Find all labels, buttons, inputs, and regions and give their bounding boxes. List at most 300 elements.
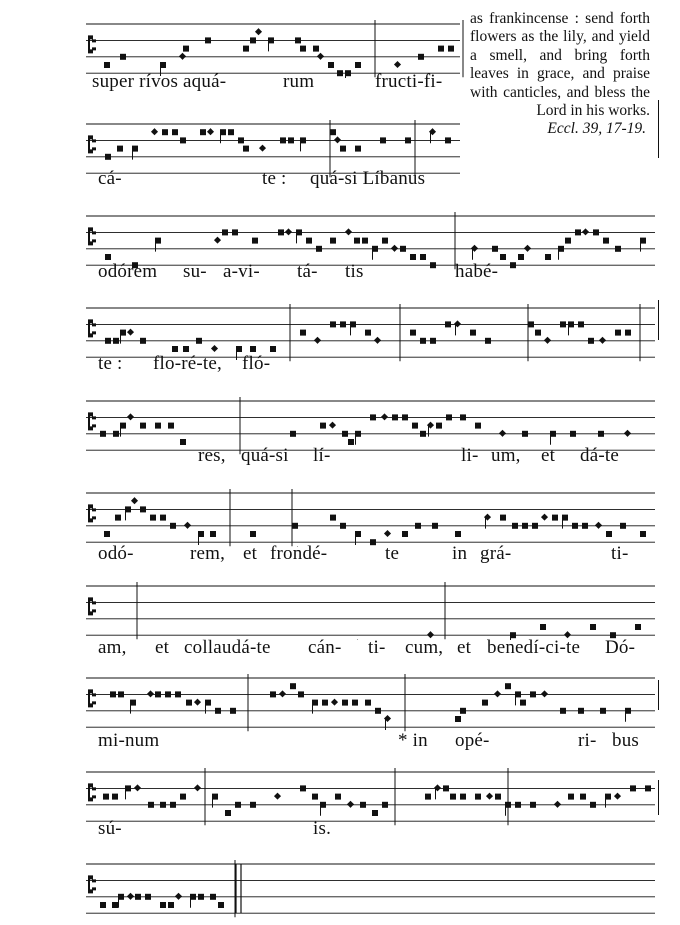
punctum-neume xyxy=(382,802,388,808)
punctum-neume xyxy=(405,137,411,143)
punctum-neume xyxy=(288,137,294,143)
punctum-neume xyxy=(170,802,176,808)
punctum-neume xyxy=(290,431,296,437)
lyric-syllable: lí- xyxy=(313,445,331,466)
punctum-neume xyxy=(250,531,256,537)
right-edge-rule xyxy=(658,680,659,710)
rhombus-neume xyxy=(314,337,321,344)
punctum-neume xyxy=(110,691,116,697)
punctum-neume xyxy=(115,515,121,521)
punctum-neume xyxy=(568,794,574,800)
punctum-neume xyxy=(117,146,123,152)
lyric-syllable: cá- xyxy=(98,168,122,189)
staff-system xyxy=(0,766,680,826)
punctum-neume xyxy=(625,330,631,336)
punctum-neume xyxy=(355,146,361,152)
punctum-neume xyxy=(522,523,528,529)
lyric-syllable: opé- xyxy=(455,730,490,751)
c-clef-icon xyxy=(88,35,96,53)
lyric-syllable: collaudá-te xyxy=(184,637,271,658)
lyric-syllable: ti- xyxy=(611,543,629,564)
staff-lines xyxy=(0,18,680,78)
punctum-neume xyxy=(430,338,436,344)
punctum-neume xyxy=(460,414,466,420)
punctum-neume xyxy=(328,62,334,68)
rhombus-neume xyxy=(134,784,141,791)
punctum-neume xyxy=(168,423,174,429)
lyric-syllable: tis xyxy=(345,261,364,282)
punctum-neume xyxy=(295,37,301,43)
punctum-neume xyxy=(270,691,276,697)
punctum-neume xyxy=(635,624,641,630)
punctum-neume xyxy=(145,894,151,900)
punctum-neume xyxy=(590,624,596,630)
lyric-syllable: te xyxy=(385,543,400,564)
punctum-neume xyxy=(362,238,368,244)
c-clef-icon xyxy=(88,412,96,430)
rhombus-neume xyxy=(194,784,201,791)
rhombus-neume xyxy=(255,28,262,35)
punctum-neume xyxy=(340,523,346,529)
staff-lines xyxy=(0,580,680,640)
rhombus-neume xyxy=(329,422,336,429)
rhombus-neume xyxy=(175,893,182,900)
c-clef-icon xyxy=(88,689,96,707)
rhombus-neume xyxy=(544,337,551,344)
punctum-neume xyxy=(225,810,231,816)
punctum-neume xyxy=(252,238,258,244)
punctum-neume xyxy=(180,439,186,445)
punctum-neume xyxy=(450,794,456,800)
punctum-neume xyxy=(515,802,521,808)
staff-system xyxy=(0,487,680,547)
lyric-syllable: cum, xyxy=(405,637,444,658)
punctum-neume xyxy=(218,902,224,908)
punctum-neume xyxy=(113,338,119,344)
punctum-neume xyxy=(165,691,171,697)
punctum-neume xyxy=(155,423,161,429)
punctum-neume xyxy=(232,229,238,235)
punctum-neume xyxy=(590,802,596,808)
punctum-neume xyxy=(382,238,388,244)
punctum-neume xyxy=(640,531,646,537)
punctum-neume xyxy=(418,54,424,60)
punctum-neume xyxy=(420,431,426,437)
right-edge-rule xyxy=(658,300,659,340)
punctum-neume xyxy=(330,321,336,327)
punctum-neume xyxy=(280,137,286,143)
punctum-neume xyxy=(243,146,249,152)
punctum-neume xyxy=(603,238,609,244)
punctum-neume xyxy=(222,229,228,235)
punctum-neume xyxy=(330,129,336,135)
punctum-neume xyxy=(530,802,536,808)
rhombus-neume xyxy=(345,228,352,235)
punctum-neume xyxy=(500,254,506,260)
punctum-neume xyxy=(475,794,481,800)
rhombus-neume xyxy=(279,690,286,697)
punctum-neume xyxy=(520,700,526,706)
staff-system xyxy=(0,18,680,78)
punctum-neume xyxy=(578,321,584,327)
lyric-syllable: mi-num xyxy=(98,730,160,751)
punctum-neume xyxy=(420,338,426,344)
punctum-neume xyxy=(250,37,256,43)
punctum-neume xyxy=(168,902,174,908)
rhombus-neume xyxy=(331,699,338,706)
rhombus-neume xyxy=(285,228,292,235)
punctum-neume xyxy=(600,708,606,714)
punctum-neume xyxy=(360,802,366,808)
lyric-syllable: grá- xyxy=(480,543,512,564)
punctum-neume xyxy=(140,423,146,429)
lyric-syllable: te : xyxy=(98,353,123,374)
lyric-syllable: fló- xyxy=(242,353,271,374)
rhombus-neume xyxy=(524,245,531,252)
punctum-neume xyxy=(104,62,110,68)
punctum-neume xyxy=(112,794,118,800)
c-clef-icon xyxy=(88,227,96,245)
punctum-neume xyxy=(140,506,146,512)
punctum-neume xyxy=(443,785,449,791)
punctum-neume xyxy=(460,794,466,800)
punctum-neume xyxy=(180,137,186,143)
punctum-neume xyxy=(198,894,204,900)
punctum-neume xyxy=(340,321,346,327)
punctum-neume xyxy=(348,439,354,445)
rhombus-neume xyxy=(354,639,361,640)
punctum-neume xyxy=(415,523,421,529)
rhombus-neume xyxy=(486,793,493,800)
punctum-neume xyxy=(306,238,312,244)
lyric-syllable: odórem xyxy=(98,261,158,282)
punctum-neume xyxy=(593,229,599,235)
lyric-syllable: cán- xyxy=(308,637,342,658)
punctum-neume xyxy=(105,338,111,344)
punctum-neume xyxy=(455,531,461,537)
lyric-syllable: quá-si Líbanus xyxy=(310,168,426,189)
rhombus-neume xyxy=(582,228,589,235)
punctum-neume xyxy=(445,137,451,143)
punctum-neume xyxy=(230,708,236,714)
rhombus-neume xyxy=(614,793,621,800)
punctum-neume xyxy=(104,531,110,537)
c-clef-icon xyxy=(88,319,96,337)
punctum-neume xyxy=(436,423,442,429)
rhombus-neume xyxy=(541,690,548,697)
punctum-neume xyxy=(205,37,211,43)
punctum-neume xyxy=(630,785,636,791)
rhombus-neume xyxy=(541,514,548,521)
punctum-neume xyxy=(560,708,566,714)
rhombus-neume xyxy=(127,329,134,336)
punctum-neume xyxy=(135,894,141,900)
punctum-neume xyxy=(228,129,234,135)
punctum-neume xyxy=(522,431,528,437)
punctum-neume xyxy=(215,708,221,714)
staff-lines xyxy=(0,858,680,918)
punctum-neume xyxy=(148,802,154,808)
lyric-syllable: frondé- xyxy=(270,543,328,564)
rhombus-neume xyxy=(381,413,388,420)
punctum-neume xyxy=(155,691,161,697)
staff-lines xyxy=(0,487,680,547)
punctum-neume xyxy=(160,802,166,808)
punctum-neume xyxy=(320,423,326,429)
punctum-neume xyxy=(243,46,249,52)
punctum-neume xyxy=(100,902,106,908)
lyric-syllable: am, xyxy=(98,637,127,658)
rhombus-neume xyxy=(259,145,266,152)
punctum-neume xyxy=(175,691,181,697)
punctum-neume xyxy=(210,531,216,537)
punctum-neume xyxy=(298,691,304,697)
rhombus-neume xyxy=(554,801,561,808)
rhombus-neume xyxy=(147,690,154,697)
punctum-neume xyxy=(235,802,241,808)
lyric-syllable: ri- xyxy=(578,730,597,751)
punctum-neume xyxy=(620,523,626,529)
punctum-neume xyxy=(570,431,576,437)
rhombus-neume xyxy=(274,793,281,800)
rhombus-neume xyxy=(127,893,134,900)
punctum-neume xyxy=(500,515,506,521)
punctum-neume xyxy=(448,46,454,52)
punctum-neume xyxy=(588,338,594,344)
rhombus-neume xyxy=(179,53,186,60)
rhombus-neume xyxy=(184,522,191,529)
punctum-neume xyxy=(615,246,621,252)
lyric-syllable: fructi-fi- xyxy=(375,71,443,92)
staff-system xyxy=(0,580,680,640)
punctum-neume xyxy=(354,238,360,244)
punctum-neume xyxy=(105,254,111,260)
punctum-neume xyxy=(352,700,358,706)
staff-system xyxy=(0,672,680,732)
staff-lines xyxy=(0,672,680,732)
punctum-neume xyxy=(518,254,524,260)
punctum-neume xyxy=(340,146,346,152)
rhombus-neume xyxy=(391,245,398,252)
punctum-neume xyxy=(290,683,296,689)
punctum-neume xyxy=(270,346,276,352)
lyric-syllable: super rívos aquá- xyxy=(92,71,227,92)
punctum-neume xyxy=(100,431,106,437)
punctum-neume xyxy=(560,321,566,327)
rhombus-neume xyxy=(595,522,602,529)
rhombus-neume xyxy=(194,699,201,706)
lyric-syllable: tá- xyxy=(297,261,318,282)
punctum-neume xyxy=(380,137,386,143)
punctum-neume xyxy=(335,794,341,800)
lyric-syllable: et xyxy=(457,637,472,658)
punctum-neume xyxy=(402,414,408,420)
punctum-neume xyxy=(365,330,371,336)
translation-body: as frankincense : send forth flowers as the lily, and yield a smell, and bring forth leaves in grace, and praise with canticles, and bless the Lord in his works. xyxy=(470,10,650,120)
punctum-neume xyxy=(300,785,306,791)
right-edge-rule xyxy=(658,780,659,815)
lyric-syllable: sú- xyxy=(98,818,122,839)
punctum-neume xyxy=(312,794,318,800)
punctum-neume xyxy=(372,810,378,816)
c-clef-icon xyxy=(88,783,96,801)
punctum-neume xyxy=(162,129,168,135)
punctum-neume xyxy=(432,523,438,529)
punctum-neume xyxy=(300,330,306,336)
punctum-neume xyxy=(300,46,306,52)
punctum-neume xyxy=(183,346,189,352)
punctum-neume xyxy=(392,414,398,420)
rhombus-neume xyxy=(499,430,506,437)
lyric-syllable: te : xyxy=(262,168,287,189)
right-edge-rule xyxy=(658,100,659,158)
punctum-neume xyxy=(365,700,371,706)
rhombus-neume xyxy=(317,53,324,60)
lyric-syllable: li- xyxy=(461,445,479,466)
rhombus-neume xyxy=(599,337,606,344)
c-clef-icon xyxy=(88,135,96,153)
punctum-neume xyxy=(118,691,124,697)
lyric-syllable: et xyxy=(243,543,258,564)
rhombus-neume xyxy=(494,690,501,697)
punctum-neume xyxy=(578,708,584,714)
punctum-neume xyxy=(342,700,348,706)
lyric-syllable: quá-si xyxy=(241,445,289,466)
punctum-neume xyxy=(370,414,376,420)
punctum-neume xyxy=(580,794,586,800)
punctum-neume xyxy=(316,246,322,252)
punctum-neume xyxy=(430,262,436,268)
punctum-neume xyxy=(400,246,406,252)
punctum-neume xyxy=(460,708,466,714)
rhombus-neume xyxy=(374,337,381,344)
lyric-syllable: rem, xyxy=(190,543,226,564)
punctum-neume xyxy=(238,137,244,143)
punctum-neume xyxy=(292,523,298,529)
lyric-syllable: in xyxy=(452,543,468,564)
punctum-neume xyxy=(572,523,578,529)
punctum-neume xyxy=(510,262,516,268)
punctum-neume xyxy=(420,254,426,260)
rhombus-neume xyxy=(211,345,218,352)
rhombus-neume xyxy=(334,136,341,143)
lyric-syllable: odó- xyxy=(98,543,134,564)
rhombus-neume xyxy=(127,413,134,420)
punctum-neume xyxy=(412,423,418,429)
punctum-neume xyxy=(160,902,166,908)
punctum-neume xyxy=(330,238,336,244)
punctum-neume xyxy=(112,902,118,908)
staff-lines xyxy=(0,766,680,826)
rhombus-neume xyxy=(151,128,158,135)
punctum-neume xyxy=(485,338,491,344)
punctum-neume xyxy=(160,515,166,521)
rhombus-neume xyxy=(207,128,214,135)
punctum-neume xyxy=(528,321,534,327)
punctum-neume xyxy=(598,431,604,437)
punctum-neume xyxy=(505,683,511,689)
lyric-syllable: et xyxy=(541,445,556,466)
punctum-neume xyxy=(313,46,319,52)
punctum-neume xyxy=(615,330,621,336)
lyric-syllable: dá-te xyxy=(580,445,619,466)
punctum-neume xyxy=(250,346,256,352)
punctum-neume xyxy=(532,523,538,529)
rhombus-neume xyxy=(394,61,401,68)
punctum-neume xyxy=(530,691,536,697)
punctum-neume xyxy=(445,321,451,327)
punctum-neume xyxy=(370,539,376,545)
staff-system xyxy=(0,858,680,918)
lyric-syllable: is. xyxy=(313,818,332,839)
c-clef-icon xyxy=(88,875,96,893)
punctum-neume xyxy=(552,515,558,521)
punctum-neume xyxy=(410,330,416,336)
lyric-syllable: rum xyxy=(283,71,315,92)
staff-lines xyxy=(0,395,680,455)
punctum-neume xyxy=(210,894,216,900)
punctum-neume xyxy=(337,70,343,76)
punctum-neume xyxy=(172,129,178,135)
punctum-neume xyxy=(330,515,336,521)
punctum-neume xyxy=(438,46,444,52)
punctum-neume xyxy=(150,515,156,521)
punctum-neume xyxy=(103,794,109,800)
lyric-syllable: benedí-ci-te xyxy=(487,637,581,658)
punctum-neume xyxy=(172,346,178,352)
punctum-neume xyxy=(575,229,581,235)
punctum-neume xyxy=(645,785,651,791)
rhombus-neume xyxy=(624,430,631,437)
lyric-syllable: a-vi- xyxy=(223,261,260,282)
punctum-neume xyxy=(582,523,588,529)
rhombus-neume xyxy=(384,530,391,537)
punctum-neume xyxy=(545,254,551,260)
lyric-syllable: et xyxy=(155,637,170,658)
lyric-syllable: bus xyxy=(612,730,639,751)
punctum-neume xyxy=(425,794,431,800)
punctum-neume xyxy=(180,794,186,800)
lyric-syllable: * in xyxy=(398,730,428,751)
punctum-neume xyxy=(512,523,518,529)
punctum-neume xyxy=(250,802,256,808)
punctum-neume xyxy=(170,523,176,529)
punctum-neume xyxy=(140,338,146,344)
punctum-neume xyxy=(410,254,416,260)
lyric-syllable: su- xyxy=(183,261,207,282)
c-clef-icon xyxy=(88,504,96,522)
punctum-neume xyxy=(342,431,348,437)
lyric-syllable: ti- xyxy=(368,637,386,658)
lyric-syllable: flo-ré-te, xyxy=(153,353,222,374)
punctum-neume xyxy=(535,330,541,336)
punctum-neume xyxy=(475,423,481,429)
punctum-neume xyxy=(470,330,476,336)
scripture-citation: Eccl. 39, 17-19. xyxy=(547,120,646,138)
punctum-neume xyxy=(105,154,111,160)
punctum-neume xyxy=(278,229,284,235)
punctum-neume xyxy=(196,338,202,344)
punctum-neume xyxy=(482,700,488,706)
punctum-neume xyxy=(565,238,571,244)
punctum-neume xyxy=(186,700,192,706)
punctum-neume xyxy=(492,246,498,252)
punctum-neume xyxy=(606,531,612,537)
lyric-syllable: Dó- xyxy=(605,637,636,658)
punctum-neume xyxy=(322,700,328,706)
punctum-neume xyxy=(402,531,408,537)
lyric-syllable: habé- xyxy=(455,261,499,282)
